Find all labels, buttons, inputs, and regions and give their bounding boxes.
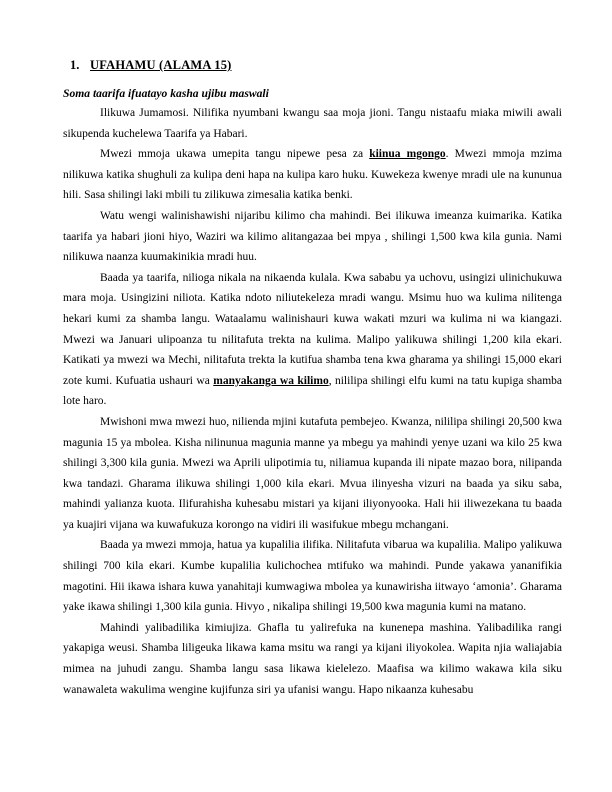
section-number: 1.	[70, 58, 80, 72]
text-segment: Ilikuwa Jumamosi. Nilifika nyumbani kwangu saa moja jioni. Tangu nistaafu miaka miwili awali sikupenda kuchelewa Taarifa ya Habari.	[63, 107, 562, 140]
passage-paragraph	[63, 103, 562, 144]
passage	[63, 103, 562, 700]
emphasized-phrase: kiinua mgongo	[369, 148, 446, 161]
passage-paragraph	[63, 206, 562, 268]
passage-paragraph	[63, 144, 562, 206]
passage-paragraph	[63, 618, 562, 700]
text-segment: Baada ya mwezi mmoja, hatua ya kupalilia ilifika. Nilitafuta vibarua wa kupalilia. Malipo yalikuwa shilingi 700 kila ekari. Kumbe kupalilia kulichochea mtifuko wa mahindi. Punde yakawa yananifikia magotini. Hii ikawa ishara kuwa yanahitaji kumwagiwa mbolea ya kunawirisha iitwayo ‘amonia’. Gharama yake ikawa shilingi 1,300 kila gunia. Hivyo , nikalipa shilingi 19,500 kwa magunia kumi na matano.	[63, 539, 562, 614]
passage-paragraph	[63, 535, 562, 617]
text-segment: . Mwezi mmoja mzima nilikuwa katika shughuli za kulipa deni hapa na kulipa karo huku. Kuwekeza kwenye mradi ule na kununua hili. Sasa shilingi laki mbili tu zilikuwa zimesalia katika benki.	[63, 148, 562, 202]
instruction-line: Soma taarifa ifuatayo kasha ujibu maswali	[63, 87, 269, 100]
text-segment: Mwishoni mwa mwezi huo, nilienda mjini kutafuta pembejeo. Kwanza, nililipa shilingi 20,500 kwa magunia 15 ya mbolea. Kisha nilinunua magunia manne ya mbegu ya mahindi yenye uzani wa kilo 25 kwa shilingi 3,300 kila gunia. Mwezi wa Aprili ulipotimia tu, niliamua kupanda ili nipate mazao bora, nilipanda kwa tandazi. Gharama ilikuwa shilingi 1,000 kila ekari. Mvua ilinyesha vizuri na baada ya siku saba, mahindi yalianza kuota. Ilifurahisha kuhesabu mistari ya kijani iliyonyooka. Hali hii iliwezekana tu baada ya kuajiri vijana wa kuwafukuza korongo na vidiri ili wasifukue mbegu mchangani.	[63, 415, 562, 531]
section-heading	[70, 58, 562, 73]
passage-paragraph	[63, 268, 562, 412]
passage-paragraph	[63, 412, 562, 536]
text-segment: Baada ya taarifa, nilioga nikala na nikaenda kulala. Kwa sababu ya uchovu, usingizi ulinichukuwa mara moja. Usingizini niliota. Katika ndoto niliutekeleza mradi wangu. Msimu huo wa kulima nilitenga hekari kumi za shamba langu. Wataalamu walinishauri kuwa wakati mzuri wa kulima ni wa kiangazi. Mwezi wa Januari ulipoanza tu nilitafuta trekta na kulima. Malipo yalikuwa shilingi 1,200 kila ekari. Katikati ya mwezi wa Mechi, nilitafuta trekta la kutifua shamba tena kwa gharama ya shilingi 15,000 ekari zote kumi. Kufuatia ushauri wa	[63, 271, 562, 387]
text-segment: Mahindi yalibadilika kimiujiza. Ghafla tu yalirefuka na kunenepa mashina. Yalibadilika rangi yakapiga weusi. Shamba liligeuka likawa kama msitu wa rangi ya kijani iliyokolea. Wapita njia waliajabia mimea na juhudi zangu. Shamba langu sasa likawa kielelezo. Maafisa wa kilimo wakawa kila siku wanawaleta wakulima wengine kujifunza siri ya ufanisi wangu. Hapo nikaanza kuhesabu	[63, 621, 562, 696]
text-segment: Watu wengi walinishawishi nijaribu kilimo cha mahindi. Bei ilikuwa imeanza kuimarika. Katika taarifa ya habari jioni hiyo, Waziri wa kilimo alitangazaa bei mpya , shilingi 1,500 kwa kila gunia. Nami nilikuwa naanza kuumakinikia mradi huu.	[63, 209, 562, 264]
text-segment: , nililipa shilingi elfu kumi na tatu kupiga shamba lote haro.	[63, 374, 563, 408]
text-segment: Mwezi mmoja ukawa umepita tangu nipewe pesa za	[100, 148, 370, 161]
emphasized-phrase: manyakanga wa kilimo	[213, 374, 329, 387]
section-title: UFAHAMU (ALAMA 15)	[90, 58, 232, 72]
